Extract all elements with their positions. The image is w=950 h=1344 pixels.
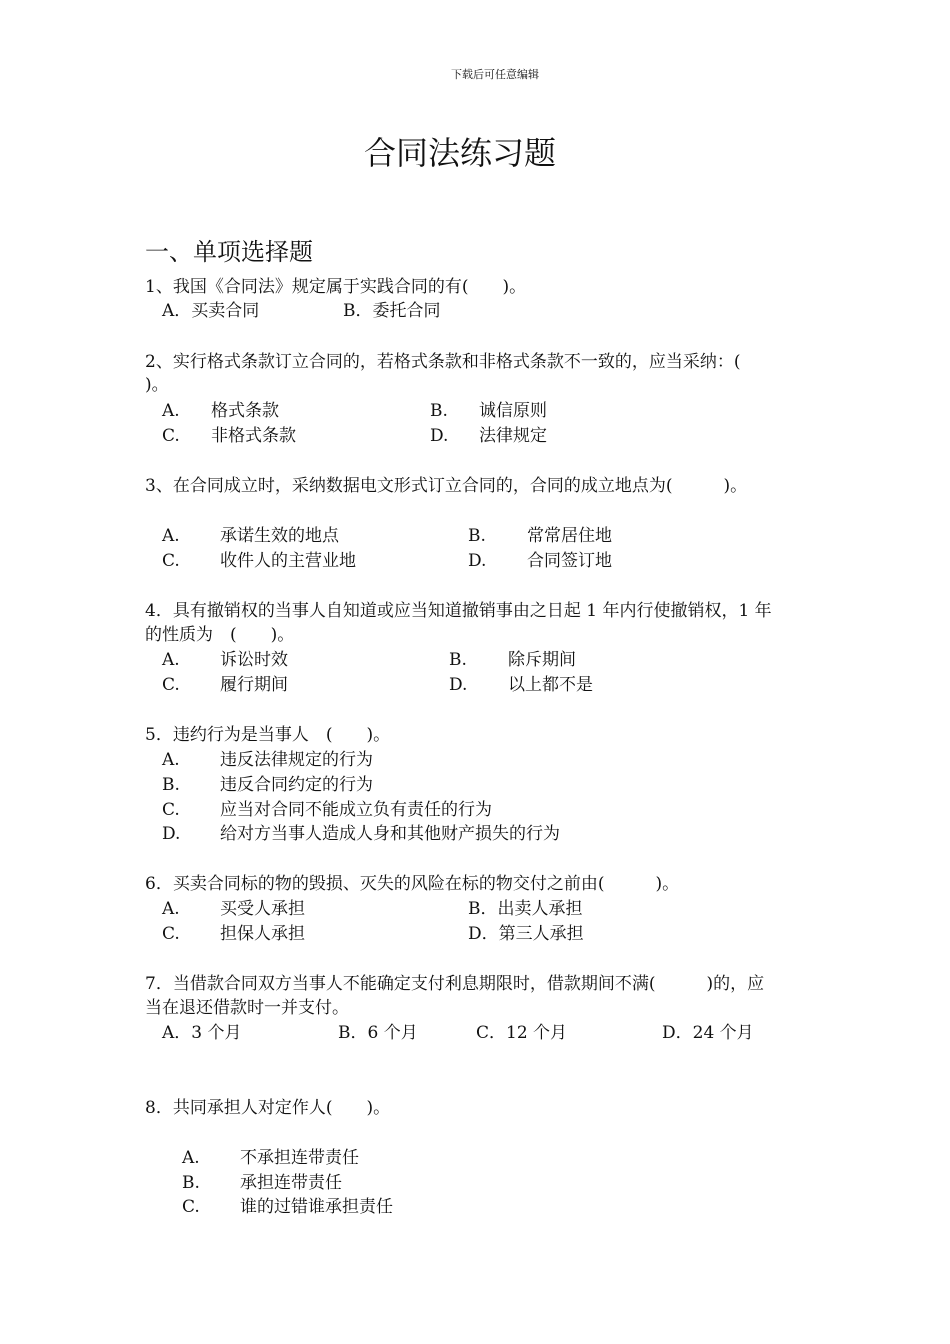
question-2-option-a-letter: A. (162, 401, 180, 421)
question-5-option-a: 违反法律规定的行为 (220, 750, 373, 770)
question-8-option-a-letter: A. (182, 1148, 200, 1168)
question-2-option-b: 诚信原则 (479, 401, 547, 421)
question-7-option-c: C．12 个月 (476, 1023, 568, 1043)
question-4-option-d: 以上都不是 (508, 675, 593, 695)
question-7-option-d: D．24 个月 (662, 1023, 754, 1043)
question-6-option-a-letter: A. (162, 899, 180, 919)
question-3-option-b-letter: B. (468, 526, 486, 546)
question-4-option-c-letter: C. (162, 675, 180, 695)
question-2-stem-line-2: )。 (145, 375, 169, 395)
question-3-option-d: 合同签订地 (527, 551, 612, 571)
question-4-stem-line-2: 的性质为 ( )。 (145, 625, 295, 645)
question-5-option-b: 违反合同约定的行为 (220, 775, 373, 795)
question-3-stem: 3、在合同成立时，采纳数据电文形式订立合同的，合同的成立地点为( )。 (145, 476, 748, 496)
question-5-option-a-letter: A. (162, 750, 180, 770)
question-1-option-b: B．委托合同 (343, 301, 441, 321)
question-2-option-a: 格式条款 (211, 401, 279, 421)
question-6-option-d: D．第三人承担 (468, 924, 584, 944)
document-title: 合同法练习题 (363, 134, 556, 172)
question-2-stem-line-1: 2、实行格式条款订立合同的，若格式条款和非格式条款不一致的，应当采纳：( (145, 352, 741, 372)
question-8-option-b: 承担连带责任 (240, 1173, 342, 1193)
question-6-stem: 6．买卖合同标的物的毁损、灭失的风险在标的物交付之前由( )。 (145, 874, 680, 894)
question-6-option-c: 担保人承担 (220, 924, 305, 944)
question-1-option-a: A．买卖合同 (162, 301, 260, 321)
question-2-option-b-letter: B. (430, 401, 448, 421)
question-3-option-c: 收件人的主营业地 (220, 551, 356, 571)
section-title: 一、单项选择题 (145, 238, 313, 266)
question-3-option-a: 承诺生效的地点 (220, 526, 339, 546)
question-4-option-b-letter: B. (449, 650, 467, 670)
question-7-stem-line-2: 当在退还借款时一并支付。 (145, 998, 349, 1018)
question-2-option-c-letter: C. (162, 426, 180, 446)
question-7-option-a: A．3 个月 (162, 1023, 242, 1043)
question-6-option-b: B．出卖人承担 (468, 899, 583, 919)
question-7-stem-line-1: 7．当借款合同双方当事人不能确定支付利息期限时，借款期间不满( )的，应 (145, 974, 765, 994)
question-6-option-c-letter: C. (162, 924, 180, 944)
question-3-option-b: 常常居住地 (527, 526, 612, 546)
question-5-option-d: 给对方当事人造成人身和其他财产损失的行为 (220, 824, 560, 844)
question-2-option-c: 非格式条款 (211, 426, 296, 446)
question-3-option-c-letter: C. (162, 551, 180, 571)
question-3-option-d-letter: D. (468, 551, 487, 571)
question-5-stem: 5．违约行为是当事人 ( )。 (145, 725, 391, 745)
question-6-option-a: 买受人承担 (220, 899, 305, 919)
question-2-option-d: 法律规定 (479, 426, 547, 446)
question-5-option-d-letter: D. (162, 824, 181, 844)
header-note: 下载后可任意编辑 (451, 68, 539, 81)
question-7-option-b: B．6 个月 (338, 1023, 418, 1043)
question-1-stem: 1、我国《合同法》规定属于实践合同的有( )。 (145, 277, 527, 297)
question-4-option-d-letter: D. (449, 675, 468, 695)
question-5-option-c-letter: C. (162, 800, 180, 820)
question-5-option-b-letter: B. (162, 775, 180, 795)
question-4-option-c: 履行期间 (220, 675, 288, 695)
question-4-stem-line-1: 4．具有撤销权的当事人自知道或应当知道撤销事由之日起 1 年内行使撤销权，1 年 (145, 601, 772, 621)
question-2-option-d-letter: D. (430, 426, 449, 446)
question-8-option-b-letter: B. (182, 1173, 200, 1193)
question-8-option-c: 谁的过错谁承担责任 (240, 1197, 393, 1217)
question-4-option-b: 除斥期间 (508, 650, 576, 670)
question-8-option-c-letter: C. (182, 1197, 200, 1217)
question-4-option-a-letter: A. (162, 650, 180, 670)
question-8-stem: 8．共同承担人对定作人( )。 (145, 1098, 391, 1118)
question-5-option-c: 应当对合同不能成立负有责任的行为 (220, 800, 492, 820)
question-3-option-a-letter: A. (162, 526, 180, 546)
question-8-option-a: 不承担连带责任 (240, 1148, 359, 1168)
question-4-option-a: 诉讼时效 (220, 650, 288, 670)
